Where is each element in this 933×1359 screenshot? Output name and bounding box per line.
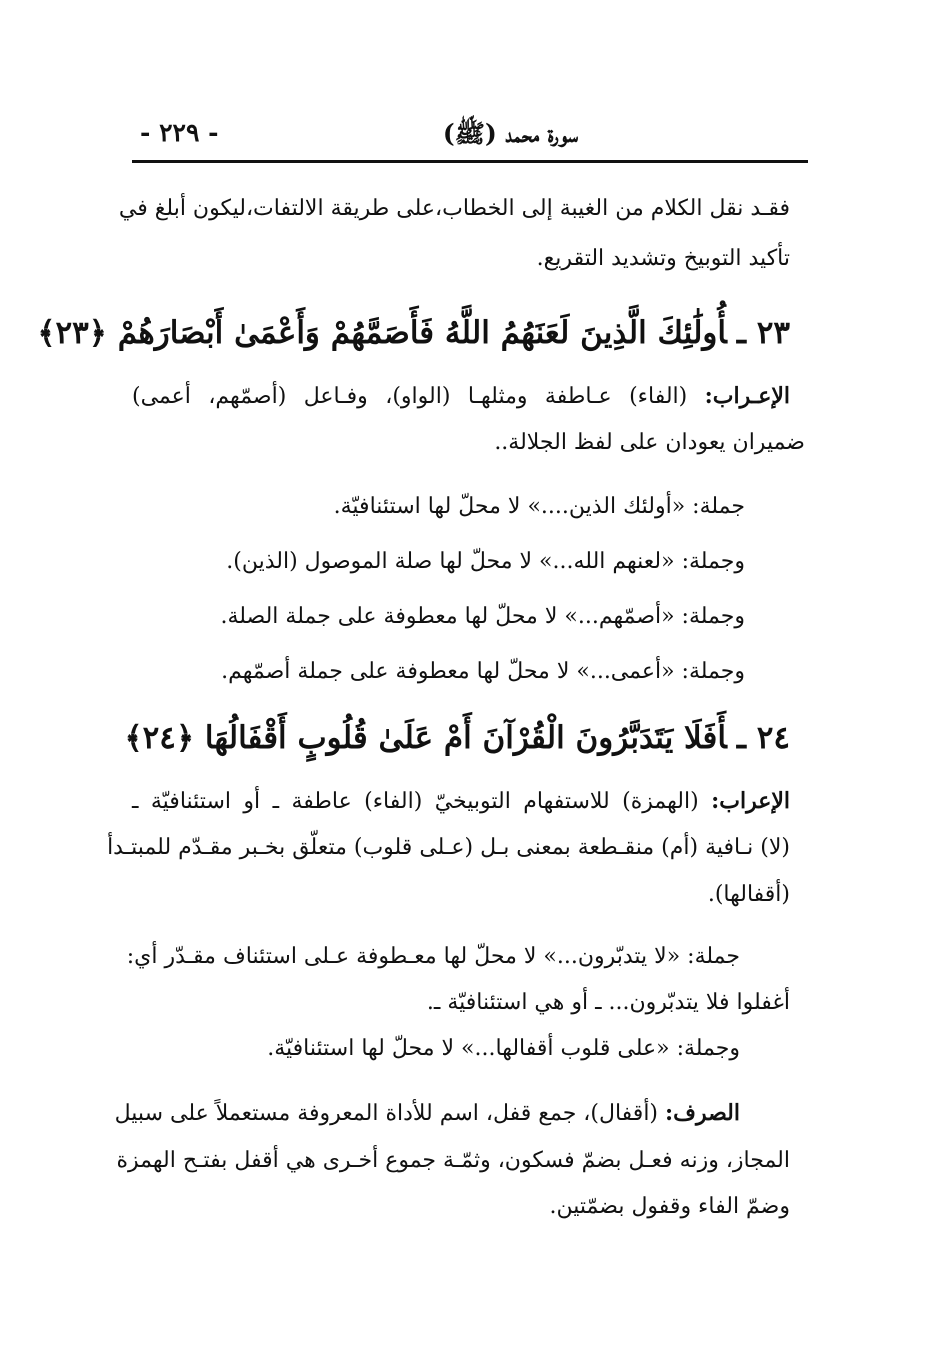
verse-23 [37,315,790,351]
intro-line-1: فقـد نقل الكلام من الغيبة إلى الخطاب،على طريقة الالتفات،ليكون أبلغ في [118,196,790,221]
surah-title: سورة محمد (ﷺ) [442,119,578,148]
intro-line-2: تأكيد التوبيخ وتشديد التقريع. [536,246,790,271]
verse-24-number: ٢٤ ـ [736,720,790,756]
jumla-23-1: جملة: «أولئك الذين....» لا محلّ لها استئنافيّة. [333,494,745,519]
jumla-23-2: وجملة: «لعنهم الله...» لا محلّ لها صلة الموصول (الذين). [226,549,745,574]
jumla-23-4: وجملة: «أعمى...» لا محلّ لها معطوفة على جملة أصمّهم. [221,659,745,684]
sarf-line-3: وضمّ الفاء وقفول بضمّتين. [549,1194,790,1219]
irab-24-line-3: (أقفالها). [707,882,790,907]
verse-23-text: أُولَٰئِكَ الَّذِينَ لَعَنَهُمُ اللَّهُ فَأَصَمَّهُمْ وَأَعْمَىٰ أَبْصَارَهُمْ ﴿٢٣﴾ [37,315,727,351]
header-rule [132,160,808,163]
sarf-line-2: المجاز، وزنه فعـل بضمّ فسكون، وثمّـة جموع أخـرى هي أقفل بفتـح الهمزة [116,1148,790,1173]
irab-24-line-2: (لا) نـافية (أم) منقـطعة بمعنى بـل (عـلى قلوب) متعلّق بخـبر مقـدّم للمبتـدأ [107,835,790,860]
jumla-23-3: وجملة: «أصمّهم...» لا محلّ لها معطوفة على جملة الصلة. [220,604,745,629]
sarf-line-1 [114,1100,740,1127]
irab-23-text-1: (الفاء) عـاطفة ومثلهـا (الواو)، وفـاعل (أصمّهم، أعمى) [132,384,688,409]
jumla-24-2: أغفلوا فلا يتدبّرون... ـ أو هي استئنافيّة ـ. [426,990,790,1015]
irab-24-line-1 [132,788,790,815]
page-number: - ٢٢٩ - [140,118,219,147]
irab-23-line-2: ضميران يعودان على لفظ الجلالة.. [494,430,805,455]
sarf-text-1: (أقفال)، جمع قفل، اسم للأداة المعروفة مستعملاً على سبيل [114,1101,659,1126]
irab-23-line-1 [132,383,790,410]
sarf-label: الصرف: [665,1100,740,1126]
verse-23-number: ٢٣ ـ [736,315,790,351]
page-header [132,112,808,156]
irab-24-label: الإعراب: [711,788,791,814]
irab-24-text-1: (الهمزة) للاستفهام التوبيخيّ (الفاء) عاطفة ـ أو استئنافيّة ـ [132,789,699,814]
jumla-24-1: جملة: «لا يتدبّرون...» لا محلّ لها معـطوفة عـلى استئناف مقـدّر أي: [126,944,740,969]
verse-24 [124,720,790,756]
irab-23-label: الإعـراب: [704,383,790,409]
jumla-24-3: وجملة: «على قلوب أقفالها...» لا محلّ لها استئنافيّة. [267,1036,740,1061]
verse-24-text: أَفَلَا يَتَدَبَّرُونَ الْقُرْآنَ أَمْ عَلَىٰ قُلُوبٍ أَقْفَالُهَا ﴿٢٤﴾ [124,720,727,756]
